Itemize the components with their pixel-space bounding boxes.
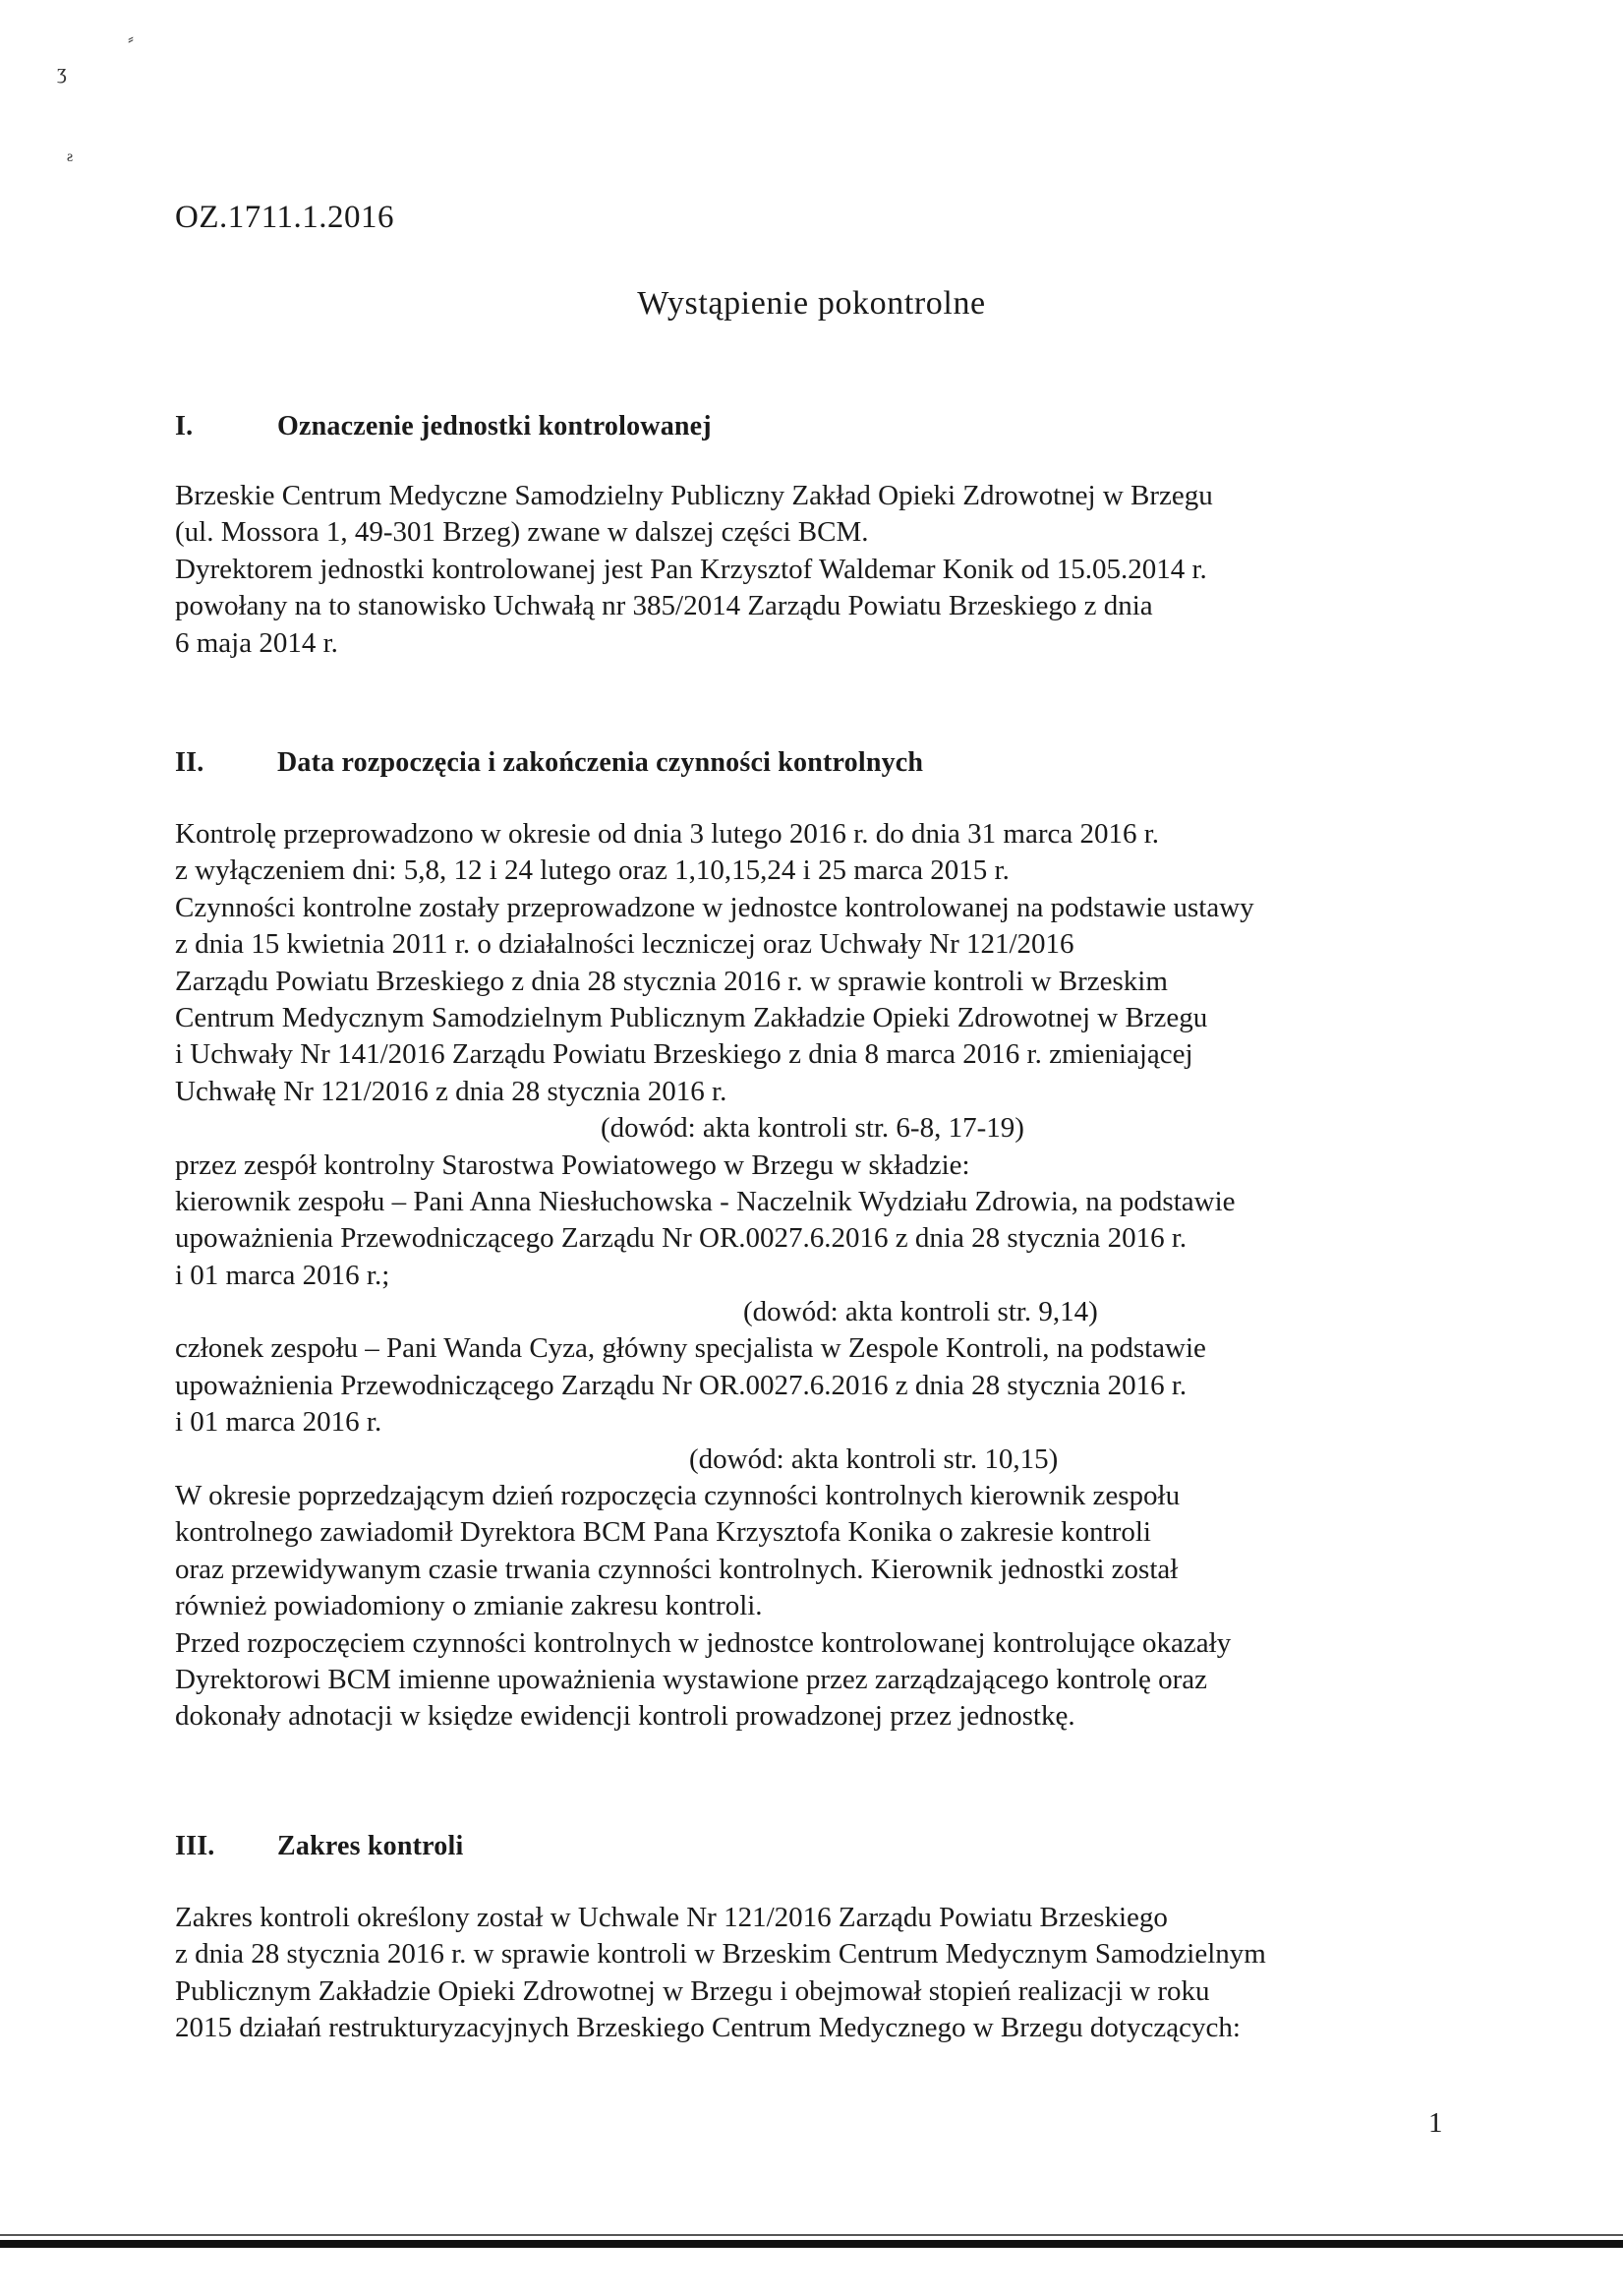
section-heading-3	[175, 1831, 463, 1862]
text-line: W okresie poprzedzającym dzień rozpoczęcia czynności kontrolnych kierownik zespołu	[175, 1480, 1181, 1512]
text-line: z wyłączeniem dni: 5,8, 12 i 24 lutego oraz 1,10,15,24 i 25 marca 2015 r.	[175, 854, 1010, 887]
text-line: przez zespół kontrolny Starostwa Powiatowego w Brzegu w składzie:	[175, 1148, 970, 1181]
text-line: również powiadomiony o zmianie zakresu kontroli.	[175, 1590, 763, 1622]
page-number: 1	[1428, 2107, 1443, 2139]
text-line: i Uchwały Nr 141/2016 Zarządu Powiatu Brzeskiego z dnia 8 marca 2016 r. zmieniającej	[175, 1038, 1193, 1071]
text-line: upoważnienia Przewodniczącego Zarządu Nr OR.0027.6.2016 z dnia 28 stycznia 2016 r.	[175, 1222, 1188, 1255]
scan-artifact-mark: ʒ	[57, 59, 67, 84]
evidence-note: (dowód: akta kontroli str. 10,15)	[689, 1442, 1059, 1475]
text-line: Zakres kontroli określony został w Uchwale Nr 121/2016 Zarządu Powiatu Brzeskiego	[175, 1902, 1168, 1933]
section-body-3	[175, 1900, 1453, 2047]
text-line: Czynności kontrolne zostały przeprowadzone w jednostce kontrolowanej na podstawie ustawy	[175, 891, 1254, 923]
scan-artifact-mark: ⸗	[128, 29, 134, 48]
section-heading-1	[175, 411, 712, 442]
text-line: powołany na to stanowisko Uchwałą nr 385/2014 Zarządu Powiatu Brzeskiego z dnia	[175, 590, 1153, 622]
document-reference: OZ.1711.1.2016	[175, 200, 395, 235]
text-line: Dyrektorem jednostki kontrolowanej jest Pan Krzysztof Waldemar Konik od 15.05.2014 r.	[175, 553, 1207, 585]
document-title: Wystąpienie pokontrolne	[637, 285, 986, 322]
text-line: Centrum Medycznym Samodzielnym Publicznym Zakładzie Opieki Zdrowotnej w Brzegu	[175, 1001, 1208, 1033]
text-line: z dnia 15 kwietnia 2011 r. o działalności leczniczej oraz Uchwały Nr 121/2016	[175, 928, 1074, 961]
scan-edge-line	[0, 2234, 1623, 2236]
text-line: upoważnienia Przewodniczącego Zarządu Nr OR.0027.6.2016 z dnia 28 stycznia 2016 r.	[175, 1369, 1188, 1401]
section-title: Zakres kontroli	[277, 1831, 464, 1861]
text-line: i 01 marca 2016 r.	[175, 1406, 382, 1439]
text-line: oraz przewidywanym czasie trwania czynności kontrolnych. Kierownik jednostki został	[175, 1553, 1179, 1585]
section-number: III.	[175, 1831, 215, 1861]
evidence-note: (dowód: akta kontroli str. 6-8, 17-19)	[601, 1112, 1024, 1145]
section-body-2	[175, 816, 1453, 1736]
text-line: z dnia 28 stycznia 2016 r. w sprawie kontroli w Brzeskim Centrum Medycznym Samodzielnym	[175, 1938, 1266, 1971]
text-line: 6 maja 2014 r.	[175, 626, 338, 659]
text-line: i 01 marca 2016 r.;	[175, 1259, 390, 1291]
section-number: II.	[175, 747, 204, 778]
evidence-note: (dowód: akta kontroli str. 9,14)	[743, 1296, 1098, 1328]
text-line: członek zespołu – Pani Wanda Cyza, główny specjalista w Zespole Kontroli, na podstawie	[175, 1332, 1206, 1365]
section-body-1	[175, 478, 1453, 662]
scan-artifact-mark: ƨ	[67, 148, 74, 165]
text-line: Brzeskie Centrum Medyczne Samodzielny Publiczny Zakład Opieki Zdrowotnej w Brzegu	[175, 480, 1213, 511]
text-line: 2015 działań restrukturyzacyjnych Brzeskiego Centrum Medycznego w Brzegu dotyczących:	[175, 2012, 1241, 2044]
text-line: dokonały adnotacji w księdze ewidencji kontroli prowadzonej przez jednostkę.	[175, 1700, 1075, 1733]
section-number: I.	[175, 411, 194, 442]
text-line: Uchwałę Nr 121/2016 z dnia 28 stycznia 2016 r.	[175, 1075, 727, 1107]
text-line: kierownik zespołu – Pani Anna Niesłuchowska - Naczelnik Wydziału Zdrowia, na podstawie	[175, 1185, 1236, 1217]
text-line: Zarządu Powiatu Brzeskiego z dnia 28 stycznia 2016 r. w sprawie kontroli w Brzeskim	[175, 965, 1168, 997]
scan-bottom-bar	[0, 2240, 1623, 2248]
text-line: (ul. Mossora 1, 49-301 Brzeg) zwane w dalszej części BCM.	[175, 516, 869, 549]
section-title: Data rozpoczęcia i zakończenia czynności kontrolnych	[277, 747, 924, 778]
section-heading-2	[175, 747, 923, 779]
text-line: Kontrolę przeprowadzono w okresie od dnia 3 lutego 2016 r. do dnia 31 marca 2016 r.	[175, 818, 1160, 850]
text-line: Przed rozpoczęciem czynności kontrolnych w jednostce kontrolowanej kontrolujące okazały	[175, 1626, 1232, 1659]
text-line: Publicznym Zakładzie Opieki Zdrowotnej w Brzegu i obejmował stopień realizacji w roku	[175, 1974, 1210, 2007]
text-line: Dyrektorowi BCM imienne upoważnienia wystawione przez zarządzającego kontrolę oraz	[175, 1663, 1208, 1695]
section-title: Oznaczenie jednostki kontrolowanej	[277, 411, 712, 442]
text-line: kontrolnego zawiadomił Dyrektora BCM Pana Krzysztofa Konika o zakresie kontroli	[175, 1516, 1151, 1549]
